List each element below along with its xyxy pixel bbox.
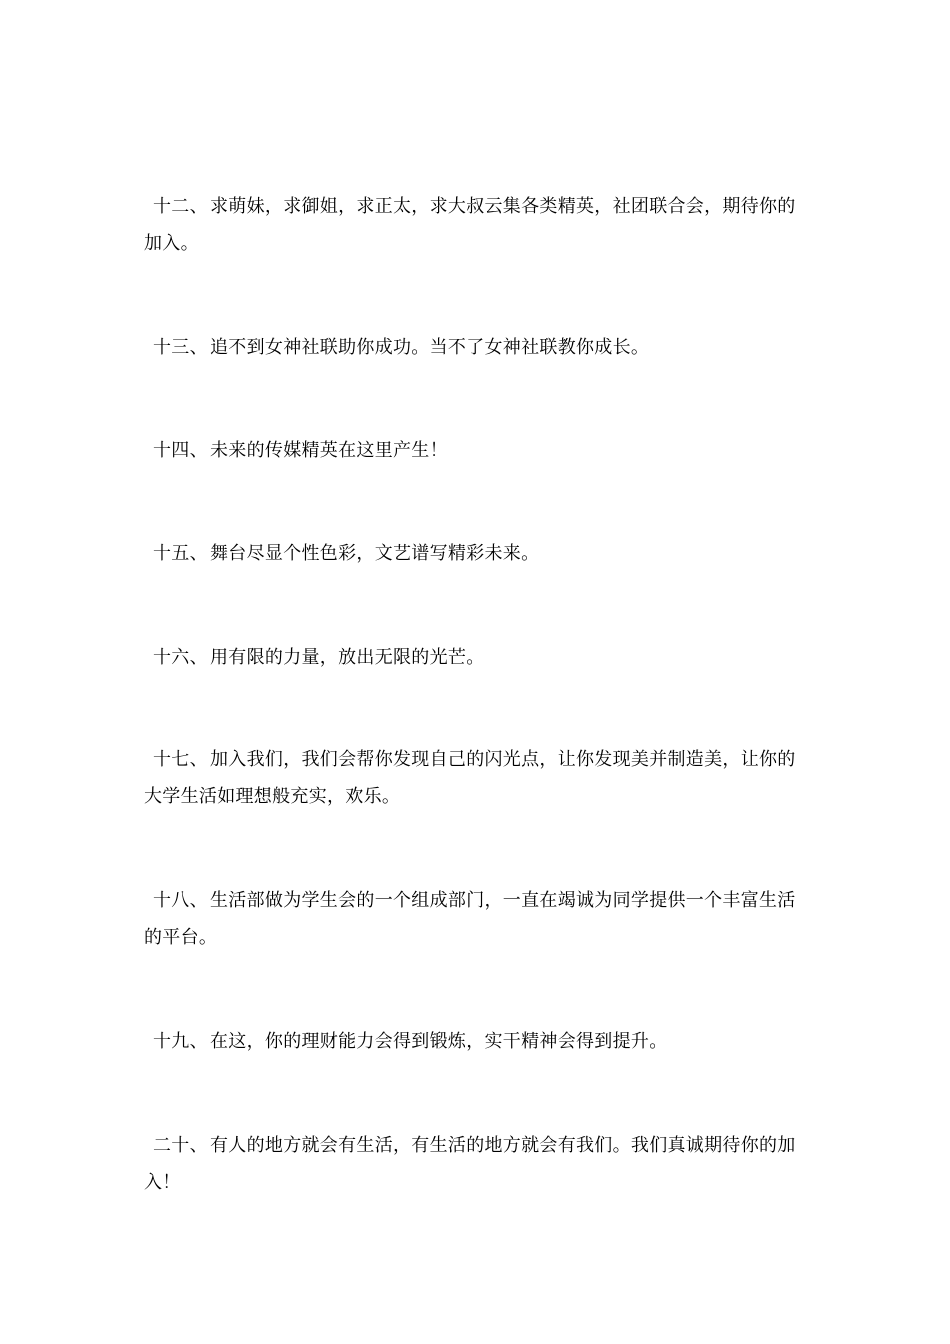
item-number: 十八、 bbox=[153, 890, 208, 911]
item-text: 有人的地方就会有生活，有生活的地方就会有我们。我们真诚期待你的加入！ bbox=[144, 1135, 796, 1193]
slogan-item-18 bbox=[144, 882, 804, 956]
slogan-item-19 bbox=[144, 1023, 804, 1060]
slogan-item-13 bbox=[144, 329, 804, 366]
item-text: 用有限的力量，放出无限的光芒。 bbox=[210, 647, 485, 668]
item-number: 二十、 bbox=[153, 1135, 208, 1156]
item-text: 求萌妹，求御姐，求正太，求大叔云集各类精英，社团联合会，期待你的加入。 bbox=[144, 196, 796, 254]
item-number: 十六、 bbox=[153, 647, 208, 668]
item-text: 追不到女神社联助你成功。当不了女神社联教你成长。 bbox=[210, 337, 650, 358]
item-number: 十五、 bbox=[153, 543, 208, 564]
item-number: 十二、 bbox=[153, 196, 208, 217]
item-number: 十四、 bbox=[153, 440, 208, 461]
item-text: 加入我们，我们会帮你发现自己的闪光点，让你发现美并制造美，让你的大学生活如理想般充实，欢乐。 bbox=[144, 749, 796, 807]
item-number: 十三、 bbox=[153, 337, 208, 358]
slogan-item-14 bbox=[144, 432, 804, 469]
slogan-item-12 bbox=[144, 188, 804, 262]
item-text: 生活部做为学生会的一个组成部门，一直在竭诚为同学提供一个丰富生活的平台。 bbox=[144, 890, 796, 948]
slogan-item-16 bbox=[144, 639, 804, 676]
slogan-item-20 bbox=[144, 1127, 804, 1201]
item-text: 舞台尽显个性色彩，文艺谱写精彩未来。 bbox=[210, 543, 540, 564]
slogan-item-17 bbox=[144, 741, 804, 815]
item-number: 十九、 bbox=[153, 1031, 208, 1052]
slogan-item-15 bbox=[144, 535, 804, 572]
item-text: 在这，你的理财能力会得到锻炼，实干精神会得到提升。 bbox=[210, 1031, 668, 1052]
item-text: 未来的传媒精英在这里产生！ bbox=[210, 440, 448, 461]
item-number: 十七、 bbox=[153, 749, 208, 770]
